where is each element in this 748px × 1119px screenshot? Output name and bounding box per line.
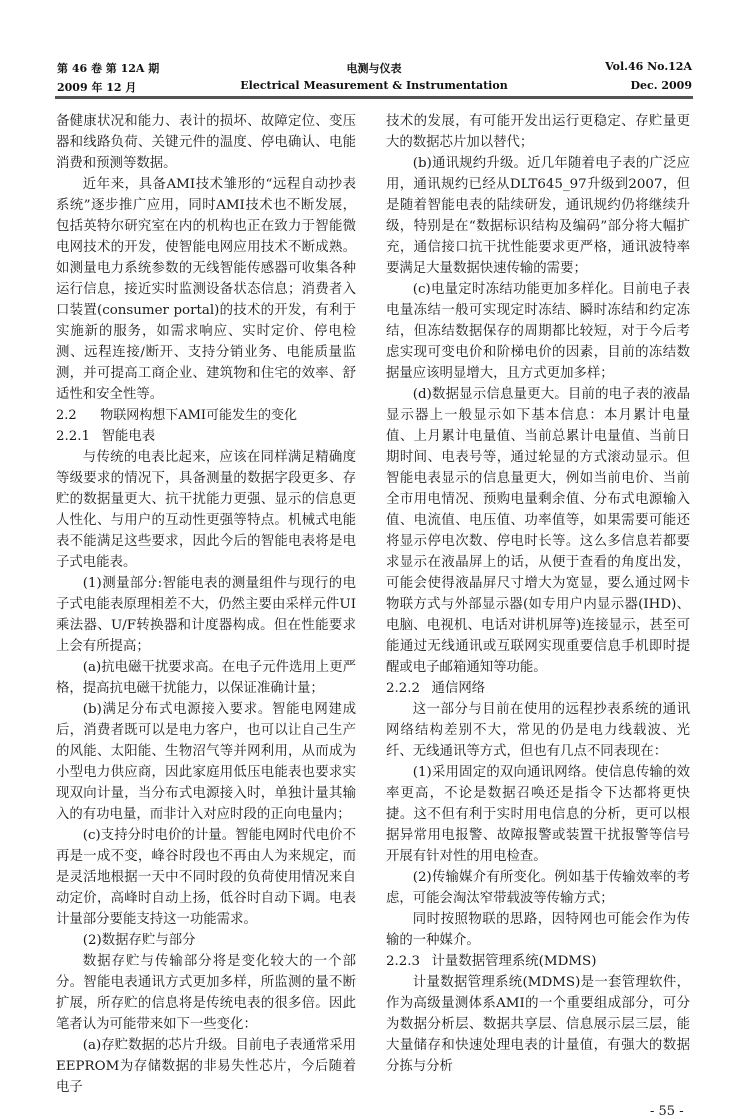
paragraph: (2)传输媒介有所变化。例如基于传输效率的考虑，可能会淘汰窄带载波等传输方式； [386,870,690,906]
paragraph: 这一部分与目前在使用的远程抄表系统的通讯网络结构差别不大，常见的仍是电力线载波、光纤、无线通讯等方式，但也有几点不同表现在： [386,702,690,759]
volume-issue: 第 46 卷 第 12A 期 [57,62,160,75]
page-number: - 55 - [650,1104,684,1119]
right-column [386,111,690,1077]
section-number: 2.2.2 [386,681,421,696]
section-heading [386,678,690,699]
date-en: Dec. 2009 [630,79,692,92]
paragraph: (1)采用固定的双向通讯网络。使信息传输的效率更高，不论是数据召唤还是指令下达都将更快捷。这不但有利于实时用电信息的分析，更可以根据异常用电报警、故障报警或装置干扰报警等信号开展有针对性的用电检查。 [386,765,690,864]
paragraph: (b)通讯规约升级。近几年随着电子表的广泛应用，通讯规约已经从DLT645_97升级到2007，但是随着智能电表的陆续研发，通讯规约仍将继续升级，特别是在“数据标识结构及编码”部分将大幅扩充，通信接口抗干扰性能要求更严格，通讯波特率要满足大量数据快速传输的需要； [386,156,690,276]
section-heading [56,405,356,426]
section-title: 智能电表 [101,429,156,444]
paragraph: 技术的发展，有可能开发出运行更稳定、存贮量更大的数据芯片加以替代； [386,114,690,150]
paragraph: 数据存贮与传输部分将是变化较大的一个部分。智能电表通讯方式更加多样，所监测的量不断扩展，所存贮的信息将是传统电表的很多倍。因此笔者认为可能带来如下一些变化： [56,954,356,1032]
journal-title-cn: 电测与仪表 [346,62,402,75]
section-number: 2.2.3 [386,954,421,969]
section-title: 物联网构想下AMI可能发生的变化 [100,408,298,423]
journal-title-en: Electrical Measurement & Instrumentation [240,79,508,92]
paragraph: (a)存贮数据的芯片升级。目前电子表通常采用EEPROM为存储数据的非易失性芯片，今后随着电子 [56,1038,356,1095]
section-number: 2.2 [56,408,77,423]
paragraph: (a)抗电磁干扰要求高。在电子元件选用上更严格，提高抗电磁干扰能力，以保证准确计量； [56,660,356,696]
date-cn: 2009 年 12 月 [57,81,137,94]
section-title: 计量数据管理系统(MDMS) [431,954,597,969]
section-number: 2.2.1 [56,429,91,444]
paragraph: (c)电量定时冻结功能更加多样化。目前电子表电量冻结一般可实现定时冻结、瞬时冻结和约定冻结，但冻结数据保存的周期都比较短，对于今后考虑实现可变电价和阶梯电价的因素，目前的冻结数据量应该明显增大，且方式更加多样； [386,282,690,381]
paragraph: (b)满足分布式电源接入要求。智能电网建成后，消费者既可以是电力客户，也可以让自己生产的风能、太阳能、生物沼气等并网利用，从而成为小型电力供应商，因此家庭用低压电能表也要求实现双向计量，当分布式电源接入时，单独计量其输入的有功电量，而非计入对应时段的正向电量内； [56,702,356,822]
section-heading [386,951,690,972]
paragraph: (2)数据存贮与部分 [82,933,196,948]
header-rule [55,96,693,99]
paragraph: 计量数据管理系统(MDMS)是一套管理软件，作为高级量测体系AMI的一个重要组成部分，可分为数据分析层、数据共享层、信息展示层三层，能大量储存和快速处理电表的计量值，有强大的数据分拣与分析 [386,975,690,1074]
paragraph: 备健康状况和能力、表计的损坏、故障定位、变压器和线路负荷、关键元件的温度、停电确认、电能消费和预测等数据。 [56,114,356,171]
paragraph: 同时按照物联的思路，因特网也可能会作为传输的一种媒介。 [386,912,690,948]
paragraph: (1)测量部分:智能电表的测量组件与现行的电子式电能表原理相差不大，仍然主要由采样元件UI乘法器、U/F转换器和计度器构成。但在性能要求上会有所提高； [56,576,356,654]
paragraph: 近年来，具备AMI技术雏形的“远程自动抄表系统”逐步推广应用，同时AMI技术也不断发展，包括英特尔研究室在内的机构也正在致力于智能微电网技术的开发，使智能电网应用技术不断成熟。如测量电力系统参数的无线智能传感器可收集各种运行信息，接近实时监测设备状态信息；消费者入口装置(consumer portal)的技术的开发，有利于实施新的服务，如需求响应、实时定价、停电检测、远程连接/断开、支持分销业务、电能质量监测，并可提高工商企业、建筑物和住宅的效率、舒适性和安全性等。 [56,177,356,402]
left-column [56,111,356,1098]
paragraph: (d)数据显示信息量更大。目前的电子表的液晶显示器上一般显示如下基本信息：本月累计电量值、上月累计电量值、当前总累计电量值、当前日期时间、电表号等，通过轮显的方式滚动显示。但智能电表显示的信息量更大，例如当前电价、当前全市用电情况、预购电量剩余值、分布式电源输入值、电流值、电压值、功率值等，如果需要可能还将显示停电次数、停电时长等。这么多信息若都要求显示在液晶屏上的话，从便于查看的角度出发，可能会使得液晶屏尺寸增大为宽显，要么通过网卡物联方式与外部显示器(如专用户内显示器(IHD)、电脑、电视机、电话对讲机屏等)连接显示，甚至可能通过无线通讯或互联网实现重要信息手机即时提醒或电子邮箱通知等功能。 [386,387,690,675]
paragraph: (c)支持分时电价的计量。智能电网时代电价不再是一成不变，峰谷时段也不再由人为来规定，而是灵活地根据一天中不同时段的负荷使用情况来自动定价，高峰时自动上扬，低谷时自动下调。电表计量部分要能支持这一功能需求。 [56,828,356,927]
section-heading [56,426,356,447]
paragraph: 与传统的电表比起来，应该在同样满足精确度等级要求的情况下，具备测量的数据字段更多、存贮的数据量更大、抗干扰能力更强、显示的信息更人性化、与用户的互动性更强等特点。机械式电能表不能满足这些要求，因此今后的智能电表将是电子式电能表。 [56,450,356,570]
section-title: 通信网络 [431,681,486,696]
volume-en: Vol.46 No.12A [605,60,692,73]
